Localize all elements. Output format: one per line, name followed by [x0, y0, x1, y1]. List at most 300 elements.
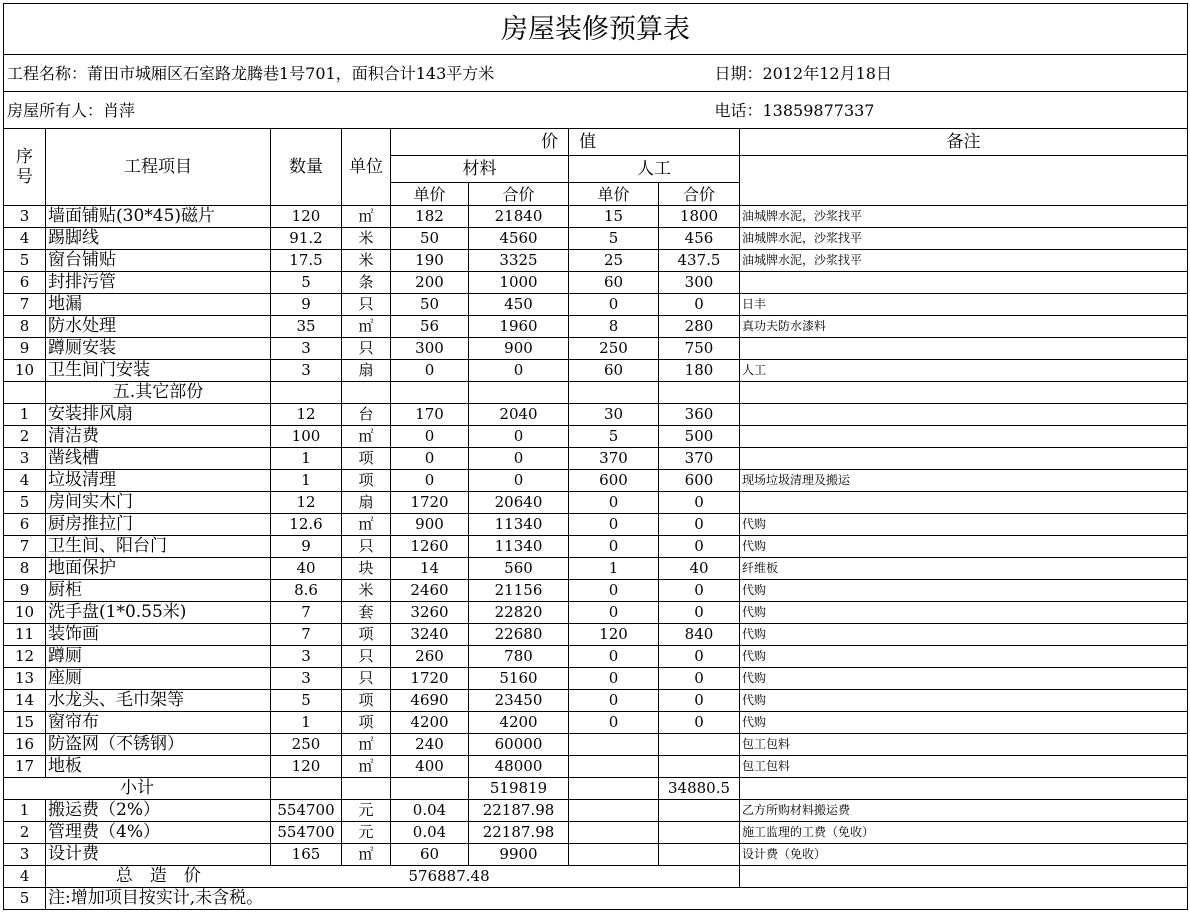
cell-labor-total: 0	[659, 646, 740, 668]
cell-labor-total: 0	[659, 294, 740, 316]
cell-qty: 554700	[271, 822, 342, 844]
cell-qty: 3	[271, 646, 342, 668]
cell-seq: 1	[4, 800, 46, 822]
cell-labor-unit-price: 15	[569, 206, 659, 228]
table-row	[4, 756, 1188, 778]
cell-blank	[271, 382, 342, 404]
cell-mat-total: 22680	[469, 624, 569, 646]
cell-seq: 17	[4, 756, 46, 778]
cell-mat-unit-price: 260	[391, 646, 469, 668]
header-labor-unit-price: 单价	[569, 183, 659, 206]
cell-qty: 8.6	[271, 580, 342, 602]
cell-item: 垃圾清理	[46, 470, 271, 492]
cell-note: 代购	[740, 712, 1188, 734]
cell-unit: 条	[342, 272, 391, 294]
cell-mat-total: 780	[469, 646, 569, 668]
cell-labor-total	[659, 734, 740, 756]
cell-blank	[569, 382, 659, 404]
cell-item: 防盗网（不锈钢）	[46, 734, 271, 756]
cell-labor-total: 360	[659, 404, 740, 426]
cell-qty: 100	[271, 426, 342, 448]
cell-item: 清洁费	[46, 426, 271, 448]
cell-mat-unit-price: 0	[391, 470, 469, 492]
cell-item: 窗帘布	[46, 712, 271, 734]
cell-blank	[271, 778, 342, 800]
cell-item: 封排污管	[46, 272, 271, 294]
cell-blank	[659, 382, 740, 404]
cell-mat-unit-price: 1720	[391, 492, 469, 514]
cell-labor-total: 750	[659, 338, 740, 360]
cell-item: 卫生间门安装	[46, 360, 271, 382]
cell-item: 管理费（4%）	[46, 822, 271, 844]
cell-mat-unit-price: 50	[391, 228, 469, 250]
cell-qty: 9	[271, 536, 342, 558]
cell-unit: 只	[342, 646, 391, 668]
cell-unit: 项	[342, 712, 391, 734]
cell-unit: 米	[342, 228, 391, 250]
cell-note: 代购	[740, 690, 1188, 712]
cell-unit: ㎡	[342, 734, 391, 756]
cell-seq: 15	[4, 712, 46, 734]
cell-mat-total: 21156	[469, 580, 569, 602]
cell-mat-unit-price: 182	[391, 206, 469, 228]
cell-labor-total: 300	[659, 272, 740, 294]
cell-mat-total: 560	[469, 558, 569, 580]
cell-labor-total: 40	[659, 558, 740, 580]
cell-qty: 120	[271, 756, 342, 778]
cell-mat-unit-price: 1260	[391, 536, 469, 558]
cell-item: 窗台铺贴	[46, 250, 271, 272]
cell-mat-total: 4200	[469, 712, 569, 734]
cell-labor-unit-price: 0	[569, 668, 659, 690]
cell-qty: 5	[271, 272, 342, 294]
cell-unit: 元	[342, 822, 391, 844]
table-row	[4, 338, 1188, 360]
cell-labor-unit-price: 250	[569, 338, 659, 360]
cell-item: 安装排风扇	[46, 404, 271, 426]
cell-mat-total: 450	[469, 294, 569, 316]
cell-mat-total: 0	[469, 360, 569, 382]
cell-mat-total: 5160	[469, 668, 569, 690]
section-row	[4, 382, 1188, 404]
cell-item: 装饰画	[46, 624, 271, 646]
cell-item: 水龙头、毛巾架等	[46, 690, 271, 712]
cell-item: 凿线槽	[46, 448, 271, 470]
cell-item: 房间实木门	[46, 492, 271, 514]
cell-mat-unit-price: 170	[391, 404, 469, 426]
table-row	[4, 646, 1188, 668]
cell-mat-unit-price: 4690	[391, 690, 469, 712]
cell-note	[740, 426, 1188, 448]
cell-seq: 16	[4, 734, 46, 756]
cell-mat-total: 0	[469, 470, 569, 492]
cell-unit: 项	[342, 448, 391, 470]
cell-note: 代购	[740, 536, 1188, 558]
cell-mat-unit-price: 56	[391, 316, 469, 338]
cell-note: 施工监理的工费（免收）	[740, 822, 1188, 844]
cell-qty: 7	[271, 602, 342, 624]
cell-labor-total: 0	[659, 668, 740, 690]
cell-note: 设计费（免收）	[740, 844, 1188, 866]
subtotal-label: 小计	[4, 778, 271, 800]
cell-mat-total: 22187.98	[469, 822, 569, 844]
table-row	[4, 250, 1188, 272]
cell-qty: 91.2	[271, 228, 342, 250]
header-seq	[4, 129, 46, 206]
cell-blank	[740, 382, 1188, 404]
cell-item: 地漏	[46, 294, 271, 316]
cell-note: 代购	[740, 514, 1188, 536]
cell-item: 洗手盘(1*0.55米)	[46, 602, 271, 624]
cell-labor-unit-price: 120	[569, 624, 659, 646]
cell-labor-total: 180	[659, 360, 740, 382]
cell-blank	[740, 778, 1188, 800]
table-row	[4, 602, 1188, 624]
cell-labor-unit-price: 25	[569, 250, 659, 272]
cell-mat-total: 48000	[469, 756, 569, 778]
table-row	[4, 206, 1188, 228]
cell-labor-unit-price: 370	[569, 448, 659, 470]
cell-seq: 8	[4, 558, 46, 580]
header-note-blank	[740, 156, 1188, 206]
cell-item: 座厕	[46, 668, 271, 690]
table-row	[4, 536, 1188, 558]
cell-labor-total	[659, 822, 740, 844]
table-row	[4, 558, 1188, 580]
cell-labor-total: 1800	[659, 206, 740, 228]
cell-unit: ㎡	[342, 426, 391, 448]
table-row	[4, 822, 1188, 844]
cell-labor-total	[659, 800, 740, 822]
cell-labor-unit-price: 1	[569, 558, 659, 580]
grand-total-value: 576887.48	[271, 866, 740, 888]
table-row	[4, 844, 1188, 866]
cell-blank	[342, 778, 391, 800]
cell-labor-total	[659, 756, 740, 778]
cell-unit: 套	[342, 602, 391, 624]
cell-mat-unit-price: 2460	[391, 580, 469, 602]
cell-seq: 5	[4, 250, 46, 272]
cell-labor-total: 437.5	[659, 250, 740, 272]
cell-mat-total: 11340	[469, 514, 569, 536]
cell-seq: 7	[4, 294, 46, 316]
cell-seq: 4	[4, 866, 46, 888]
cell-seq: 4	[4, 228, 46, 250]
cell-unit: 块	[342, 558, 391, 580]
cell-labor-unit-price: 0	[569, 580, 659, 602]
table-row	[4, 580, 1188, 602]
cell-mat-unit-price: 0	[391, 360, 469, 382]
cell-labor-total: 456	[659, 228, 740, 250]
grand-total-label: 总 造 价	[46, 866, 271, 888]
cell-labor-total: 0	[659, 690, 740, 712]
cell-qty: 3	[271, 360, 342, 382]
cell-seq: 1	[4, 404, 46, 426]
cell-item: 搬运费（2%）	[46, 800, 271, 822]
cell-mat-unit-price: 200	[391, 272, 469, 294]
cell-qty: 1	[271, 712, 342, 734]
cell-mat-unit-price: 0.04	[391, 822, 469, 844]
cell-mat-unit-price: 300	[391, 338, 469, 360]
cell-unit: 只	[342, 294, 391, 316]
cell-note	[740, 272, 1188, 294]
cell-unit: ㎡	[342, 316, 391, 338]
cell-note: 代购	[740, 580, 1188, 602]
cell-labor-unit-price	[569, 756, 659, 778]
cell-labor-unit-price: 0	[569, 646, 659, 668]
cell-unit: 项	[342, 690, 391, 712]
cell-note: 油城牌水泥，沙浆找平	[740, 206, 1188, 228]
page-title: 房屋装修预算表	[4, 4, 1188, 55]
cell-seq: 3	[4, 206, 46, 228]
cell-seq: 9	[4, 338, 46, 360]
header-seq-text: 序号	[16, 147, 33, 187]
cell-mat-unit-price: 3260	[391, 602, 469, 624]
cell-unit: 只	[342, 668, 391, 690]
cell-labor-unit-price	[569, 822, 659, 844]
cell-labor-total: 0	[659, 536, 740, 558]
header-material: 材料	[391, 156, 569, 183]
cell-unit: 米	[342, 250, 391, 272]
table-row	[4, 668, 1188, 690]
cell-labor-total: 840	[659, 624, 740, 646]
table-row	[4, 426, 1188, 448]
cell-labor-unit-price: 0	[569, 602, 659, 624]
table-row	[4, 448, 1188, 470]
cell-blank	[469, 382, 569, 404]
header-material-total: 合价	[469, 183, 569, 206]
cell-qty: 250	[271, 734, 342, 756]
cell-qty: 17.5	[271, 250, 342, 272]
cell-labor-total: 0	[659, 580, 740, 602]
cell-seq: 13	[4, 668, 46, 690]
cell-note: 包工包料	[740, 756, 1188, 778]
project-name: 工程名称：莆田市城厢区石室路龙腾巷1号701，面积合计143平方米	[4, 55, 659, 92]
cell-blank	[391, 382, 469, 404]
subtotal-material: 519819	[469, 778, 569, 800]
cell-unit: 项	[342, 624, 391, 646]
cell-qty: 5	[271, 690, 342, 712]
cell-mat-total: 23450	[469, 690, 569, 712]
cell-note	[740, 492, 1188, 514]
table-row	[4, 690, 1188, 712]
header-value-left: 价	[391, 129, 569, 156]
cell-unit: ㎡	[342, 756, 391, 778]
header-note: 备注	[740, 129, 1188, 156]
cell-labor-unit-price: 0	[569, 536, 659, 558]
owner-name: 房屋所有人：肖萍	[4, 92, 659, 129]
cell-item: 设计费	[46, 844, 271, 866]
cell-mat-total: 22820	[469, 602, 569, 624]
cell-mat-total: 22187.98	[469, 800, 569, 822]
cell-unit: ㎡	[342, 206, 391, 228]
cell-item: 蹲厕	[46, 646, 271, 668]
cell-unit: 只	[342, 536, 391, 558]
cell-note: 纤维板	[740, 558, 1188, 580]
cell-seq: 5	[4, 492, 46, 514]
cell-mat-unit-price: 400	[391, 756, 469, 778]
cell-note: 代购	[740, 602, 1188, 624]
cell-qty: 12	[271, 492, 342, 514]
cell-seq: 12	[4, 646, 46, 668]
section-title: 五.其它部份	[46, 382, 271, 404]
cell-mat-total: 900	[469, 338, 569, 360]
cell-note: 代购	[740, 646, 1188, 668]
cell-unit: 项	[342, 470, 391, 492]
cell-seq: 6	[4, 514, 46, 536]
cell-item: 防水处理	[46, 316, 271, 338]
cell-labor-unit-price: 0	[569, 294, 659, 316]
cell-labor-unit-price: 0	[569, 514, 659, 536]
cell-labor-unit-price: 8	[569, 316, 659, 338]
header-qty: 数量	[271, 129, 342, 206]
cell-labor-unit-price: 600	[569, 470, 659, 492]
cell-mat-total: 0	[469, 448, 569, 470]
footnote-row	[4, 888, 1188, 910]
cell-note: 油城牌水泥，沙浆找平	[740, 250, 1188, 272]
cell-seq: 8	[4, 316, 46, 338]
cell-mat-unit-price: 3240	[391, 624, 469, 646]
cell-mat-total: 60000	[469, 734, 569, 756]
cell-seq: 2	[4, 426, 46, 448]
cell-item: 厨房推拉门	[46, 514, 271, 536]
cell-labor-unit-price: 0	[569, 690, 659, 712]
cell-mat-total: 4560	[469, 228, 569, 250]
budget-table	[3, 3, 1188, 910]
cell-labor-unit-price: 0	[569, 492, 659, 514]
cell-mat-unit-price: 190	[391, 250, 469, 272]
cell-qty: 12.6	[271, 514, 342, 536]
cell-note: 代购	[740, 668, 1188, 690]
phone-label: 电话：13859877337	[659, 92, 1188, 129]
cell-qty: 3	[271, 668, 342, 690]
cell-unit: 台	[342, 404, 391, 426]
cell-mat-unit-price: 240	[391, 734, 469, 756]
cell-unit: ㎡	[342, 514, 391, 536]
cell-note: 包工包料	[740, 734, 1188, 756]
cell-note: 乙方所购材料搬运费	[740, 800, 1188, 822]
cell-unit: ㎡	[342, 844, 391, 866]
cell-labor-total: 0	[659, 602, 740, 624]
cell-unit: 扇	[342, 492, 391, 514]
cell-labor-unit-price: 0	[569, 712, 659, 734]
cell-mat-unit-price: 0.04	[391, 800, 469, 822]
cell-seq: 9	[4, 580, 46, 602]
cell-qty: 35	[271, 316, 342, 338]
cell-item: 厨柜	[46, 580, 271, 602]
cell-unit: 元	[342, 800, 391, 822]
cell-note: 真功夫防水漆料	[740, 316, 1188, 338]
cell-labor-unit-price: 5	[569, 426, 659, 448]
cell-labor-unit-price	[569, 734, 659, 756]
cell-labor-total: 370	[659, 448, 740, 470]
cell-note	[740, 338, 1188, 360]
cell-unit: 扇	[342, 360, 391, 382]
table-row	[4, 294, 1188, 316]
cell-labor-unit-price	[569, 800, 659, 822]
cell-note: 现场垃圾清理及搬运	[740, 470, 1188, 492]
subtotal-row	[4, 778, 1188, 800]
header-material-unit-price: 单价	[391, 183, 469, 206]
cell-labor-total: 500	[659, 426, 740, 448]
cell-mat-total: 2040	[469, 404, 569, 426]
cell-labor-unit-price: 60	[569, 360, 659, 382]
date-label: 日期：2012年12月18日	[659, 55, 1188, 92]
cell-blank	[342, 382, 391, 404]
table-row	[4, 360, 1188, 382]
cell-mat-total: 1000	[469, 272, 569, 294]
cell-labor-total: 0	[659, 514, 740, 536]
cell-labor-unit-price: 60	[569, 272, 659, 294]
cell-labor-total: 0	[659, 492, 740, 514]
cell-mat-total: 0	[469, 426, 569, 448]
cell-mat-total: 20640	[469, 492, 569, 514]
cell-qty: 165	[271, 844, 342, 866]
cell-labor-unit-price	[569, 844, 659, 866]
cell-mat-unit-price: 50	[391, 294, 469, 316]
cell-qty: 7	[271, 624, 342, 646]
cell-qty: 12	[271, 404, 342, 426]
cell-note: 日丰	[740, 294, 1188, 316]
cell-note: 油城牌水泥，沙浆找平	[740, 228, 1188, 250]
cell-mat-total: 1960	[469, 316, 569, 338]
cell-labor-unit-price: 30	[569, 404, 659, 426]
cell-mat-total: 3325	[469, 250, 569, 272]
cell-mat-unit-price: 4200	[391, 712, 469, 734]
table-row	[4, 514, 1188, 536]
cell-seq: 7	[4, 536, 46, 558]
table-row	[4, 272, 1188, 294]
cell-qty: 3	[271, 338, 342, 360]
cell-labor-total: 600	[659, 470, 740, 492]
cell-unit: 米	[342, 580, 391, 602]
cell-seq: 14	[4, 690, 46, 712]
table-row	[4, 624, 1188, 646]
cell-qty: 554700	[271, 800, 342, 822]
cell-qty: 1	[271, 448, 342, 470]
cell-seq: 3	[4, 448, 46, 470]
cell-seq: 6	[4, 272, 46, 294]
cell-mat-unit-price: 0	[391, 426, 469, 448]
cell-mat-unit-price: 0	[391, 448, 469, 470]
cell-seq: 11	[4, 624, 46, 646]
cell-note: 代购	[740, 624, 1188, 646]
cell-unit: 只	[342, 338, 391, 360]
table-row	[4, 228, 1188, 250]
cell-item: 地板	[46, 756, 271, 778]
grand-total-row	[4, 866, 1188, 888]
cell-labor-total: 0	[659, 712, 740, 734]
cell-seq: 4	[4, 470, 46, 492]
cell-note	[740, 404, 1188, 426]
table-row	[4, 470, 1188, 492]
cell-seq: 10	[4, 602, 46, 624]
header-labor: 人工	[569, 156, 740, 183]
cell-mat-unit-price: 1720	[391, 668, 469, 690]
cell-seq: 5	[4, 888, 46, 910]
cell-item: 地面保护	[46, 558, 271, 580]
header-item: 工程项目	[46, 129, 271, 206]
cell-qty: 120	[271, 206, 342, 228]
table-row	[4, 800, 1188, 822]
cell-seq: 3	[4, 844, 46, 866]
cell-note: 人工	[740, 360, 1188, 382]
cell-item: 蹲厕安装	[46, 338, 271, 360]
table-row	[4, 316, 1188, 338]
header-labor-total: 合价	[659, 183, 740, 206]
cell-qty: 9	[271, 294, 342, 316]
cell-mat-unit-price: 14	[391, 558, 469, 580]
